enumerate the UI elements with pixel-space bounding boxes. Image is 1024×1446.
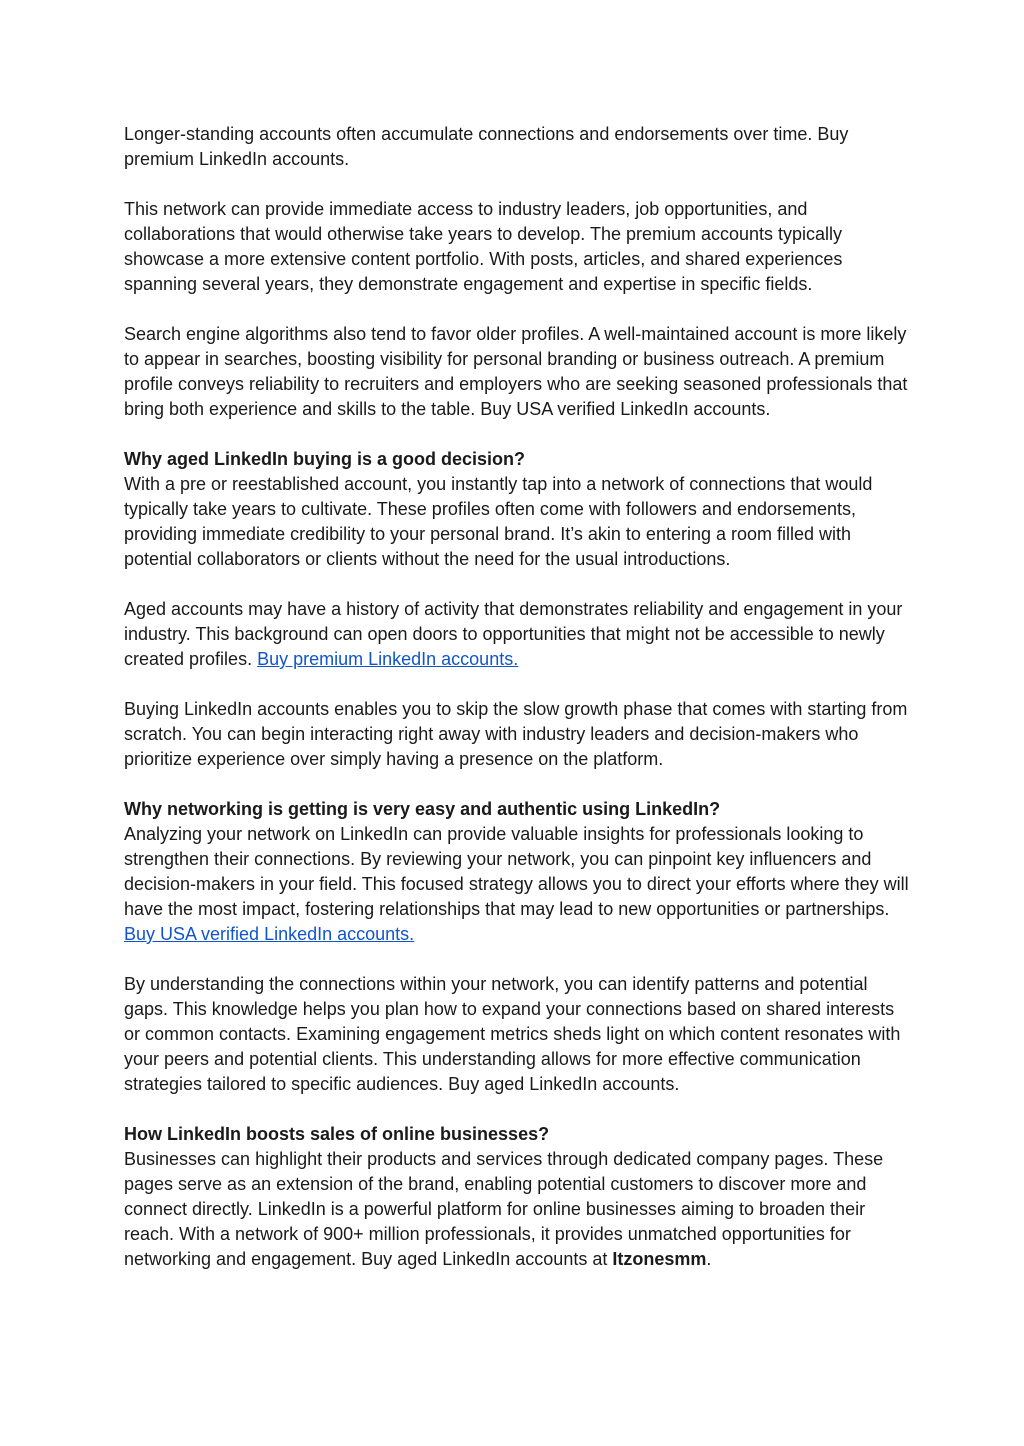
- section-body-sales: Businesses can highlight their products and services through dedicated company pages. These pages serve as an extension of the brand, enabling potential customers to discover more and connect directly. LinkedIn is a powerful platform for online businesses aiming to broaden their reach. With a network of 900+ million professionals, it provides unmatched opportunities for networking and engagement. Buy aged LinkedIn accounts at: [124, 1149, 884, 1269]
- paragraph-understanding-connections: By understanding the connections within your network, you can identify patterns and potential gaps. This knowledge helps you plan how to expand your connections based on shared interests or common contacts. Examining engagement metrics sheds light on which content resonates with your peers and potential clients. This understanding allows for more effective communication strategies tailored to specific audiences. Buy aged LinkedIn accounts.: [124, 974, 901, 1094]
- section-aged-linkedin: [124, 447, 914, 572]
- paragraph-search-engine: Search engine algorithms also tend to favor older profiles. A well-maintained account is more likely to appear in searches, boosting visibility for personal branding or business outreach. A premium profile conveys reliability to recruiters and employers who are seeking seasoned professionals that bring both experience and skills to the table. Buy USA verified LinkedIn accounts.: [124, 324, 908, 419]
- section-heading-aged-linkedin: Why aged LinkedIn buying is a good decision?: [124, 449, 526, 469]
- document-page: [124, 122, 914, 1272]
- section-heading-sales: How LinkedIn boosts sales of online businesses?: [124, 1124, 550, 1144]
- paragraph-intro: Longer-standing accounts often accumulate connections and endorsements over time. Buy premium LinkedIn accounts.: [124, 124, 849, 169]
- section-heading-networking: Why networking is getting is very easy and authentic using LinkedIn?: [124, 799, 721, 819]
- section-body-sales-end: .: [706, 1249, 712, 1269]
- paragraph-aged-accounts: [124, 597, 914, 672]
- paragraph-aged-accounts-text: Aged accounts may have a history of activity that demonstrates reliability and engagement in your industry. This background can open doors to opportunities that might not be accessible to newly created profiles.: [124, 599, 903, 669]
- section-body-aged-linkedin: With a pre or reestablished account, you instantly tap into a network of connections that would typically take years to cultivate. These profiles often come with followers and endorsements, providing immediate credibility to your personal brand. It’s akin to entering a room filled with potential collaborators or clients without the need for the usual introductions.: [124, 474, 873, 569]
- section-sales: [124, 1122, 914, 1272]
- paragraph-buying-accounts: Buying LinkedIn accounts enables you to skip the slow growth phase that comes with starting from scratch. You can begin interacting right away with industry leaders and decision-makers who prioritize experience over simply having a presence on the platform.: [124, 699, 908, 769]
- buy-premium-linkedin-link[interactable]: Buy premium LinkedIn accounts.: [257, 649, 519, 669]
- buy-usa-verified-linkedin-link[interactable]: Buy USA verified LinkedIn accounts.: [124, 924, 415, 944]
- paragraph-network: This network can provide immediate access to industry leaders, job opportunities, and collaborations that would otherwise take years to develop. The premium accounts typically showcase a more extensive content portfolio. With posts, articles, and shared experiences spanning several years, they demonstrate engagement and expertise in specific fields.: [124, 199, 843, 294]
- section-networking: [124, 797, 914, 947]
- brand-name: Itzonesmm: [612, 1249, 707, 1269]
- section-body-networking: Analyzing your network on LinkedIn can provide valuable insights for professionals looking to strengthen their connections. By reviewing your network, you can pinpoint key influencers and decision-makers in your field. This focused strategy allows you to direct your efforts where they will have the most impact, fostering relationships that may lead to new opportunities or partnerships.: [124, 824, 909, 919]
